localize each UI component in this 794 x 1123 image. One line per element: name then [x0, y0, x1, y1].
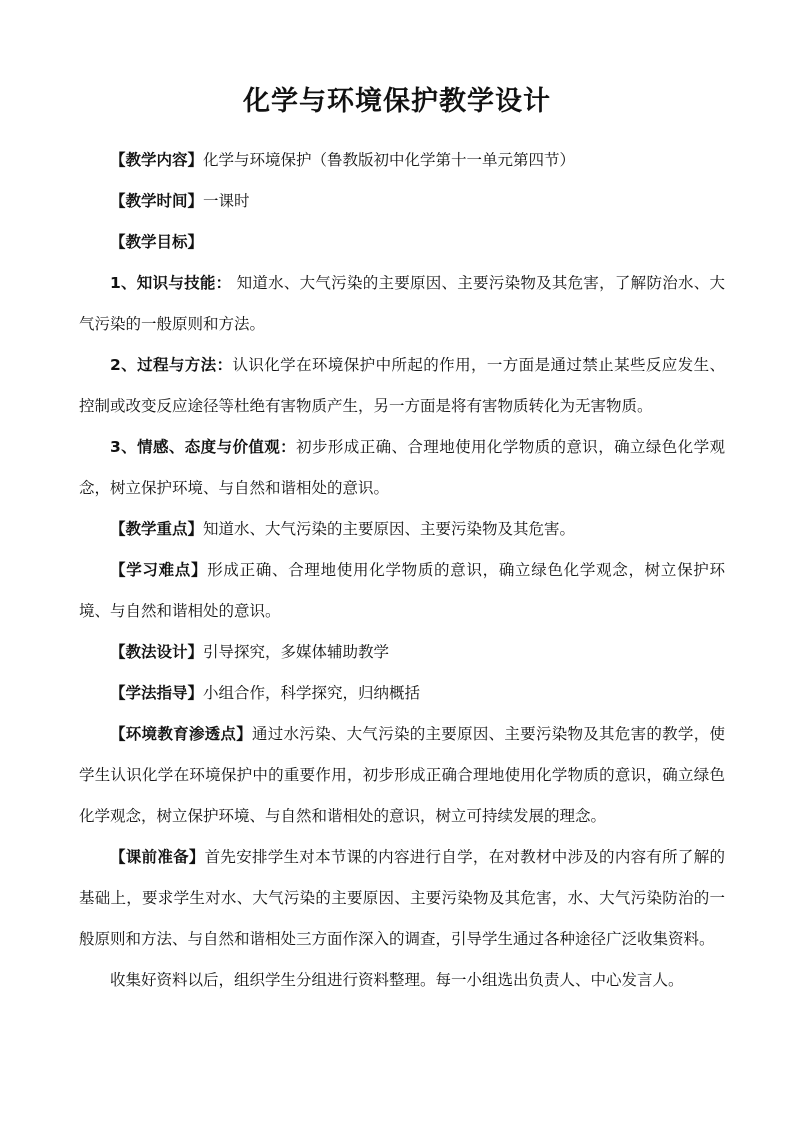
paragraph-label: 2、过程与方法： — [110, 356, 233, 374]
paragraph-text: 收集好资料以后，组织学生分组进行资料整理。每一小组选出负责人、中心发言人。 — [110, 971, 684, 989]
paragraph-preparation — [79, 837, 725, 960]
paragraph-environment-education — [79, 714, 725, 837]
paragraph-label: 1、知识与技能： — [110, 274, 232, 292]
paragraph-teaching-time — [79, 181, 725, 222]
document-body — [79, 140, 725, 1001]
paragraph-label: 【学法指导】 — [110, 684, 204, 702]
paragraph-text: 知道水、大气污染的主要原因、主要污染物及其危害，了解防治水、大气污染的一般原则和方法。 — [79, 274, 725, 333]
document-title: 化学与环境保护教学设计 — [243, 86, 551, 117]
paragraph-text: 首先安排学生对本节课的内容进行自学，在对教材中涉及的内容有所了解的基础上，要求学生对水、大气污染的主要原因、主要污染物及其危害，水、大气污染防治的一般原则和方法、与自然和谐相处三方面作深入的调查，引导学生通过各种途径广泛收集资料。 — [79, 848, 725, 948]
paragraph-teaching-content — [79, 140, 725, 181]
paragraph-text: 认识化学在环境保护中所起的作用，一方面是通过禁止某些反应发生、控制或改变反应途径等杜绝有害物质产生，另一方面是将有害物质转化为无害物质。 — [79, 356, 725, 415]
paragraph-text: 通过水污染、大气污染的主要原因、主要污染物及其危害的教学，使学生认识化学在环境保护中的重要作用，初步形成正确合理地使用化学物质的意识，确立绿色化学观念，树立保护环境、与自然和谐相处的意识，树立可持续发展的理念。 — [79, 725, 725, 825]
paragraph-teaching-method — [79, 632, 725, 673]
paragraph-label: 【教学重点】 — [110, 520, 204, 538]
paragraph-label: 【教学时间】 — [110, 192, 204, 210]
paragraph-label: 【环境教育渗透点】 — [110, 725, 252, 743]
paragraph-label: 3、情感、态度与价值观： — [110, 438, 297, 456]
paragraph-label: 【课前准备】 — [110, 848, 205, 866]
paragraph-knowledge-skills — [79, 263, 725, 345]
paragraph-text: 引导探究，多媒体辅助教学 — [203, 643, 390, 661]
paragraph-text: 初步形成正确、合理地使用化学物质的意识，确立绿色化学观念，树立保护环境、与自然和谐相处的意识。 — [79, 438, 725, 497]
paragraph-learning-difficulty — [79, 550, 725, 632]
paragraph-process-methods — [79, 345, 725, 427]
paragraph-label: 【教法设计】 — [110, 643, 204, 661]
paragraph-text: 小组合作，科学探究，归纳概括 — [203, 684, 421, 702]
paragraph-attitudes-values — [79, 427, 725, 509]
paragraph-label: 【学习难点】 — [110, 561, 208, 579]
paragraph-group-organization — [79, 960, 725, 1001]
paragraph-text: 知道水、大气污染的主要原因、主要污染物及其危害。 — [203, 520, 576, 538]
paragraph-text: 化学与环境保护（鲁教版初中化学第十一单元第四节） — [203, 151, 576, 169]
paragraph-text: 一课时 — [203, 192, 250, 210]
paragraph-text: 形成正确、合理地使用化学物质的意识，确立绿色化学观念，树立保护环境、与自然和谐相处的意识。 — [79, 561, 725, 620]
paragraph-teaching-goals — [79, 222, 725, 263]
paragraph-label: 【教学目标】 — [110, 233, 204, 251]
paragraph-label: 【教学内容】 — [110, 151, 204, 169]
paragraph-teaching-focus — [79, 509, 725, 550]
paragraph-learning-guidance — [79, 673, 725, 714]
